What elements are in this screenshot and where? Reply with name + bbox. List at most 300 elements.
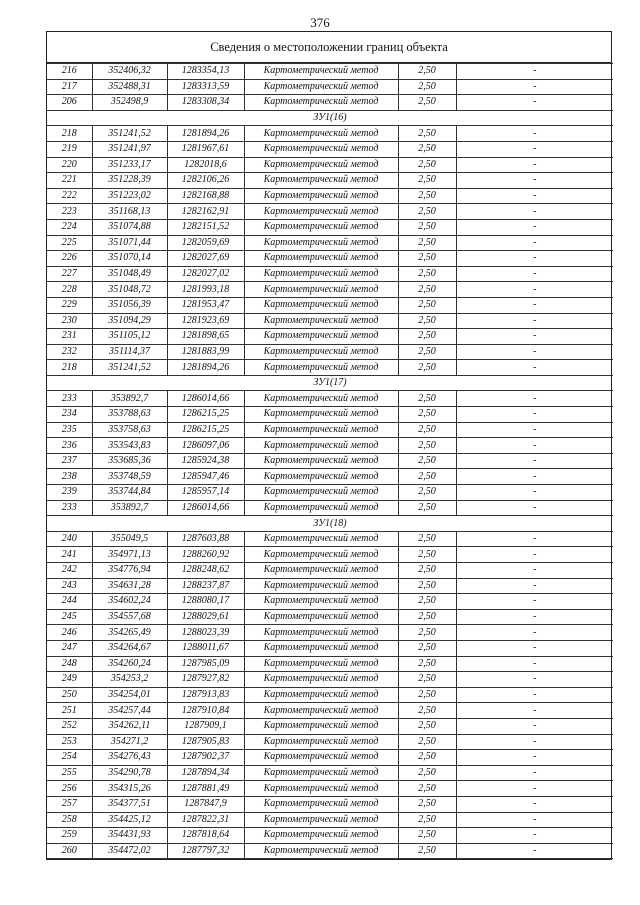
table-row bbox=[47, 812, 613, 828]
point-number-cell: 218 bbox=[47, 360, 92, 376]
y-coordinate-cell: 1281894,26 bbox=[167, 126, 244, 142]
point-number-cell: 247 bbox=[47, 640, 92, 656]
table-row bbox=[47, 734, 613, 750]
table-row bbox=[47, 64, 613, 80]
x-coordinate-cell: 354290,78 bbox=[92, 765, 167, 781]
x-coordinate-cell: 351056,39 bbox=[92, 297, 167, 313]
point-number-cell: 251 bbox=[47, 703, 92, 719]
y-coordinate-cell: 1286097,06 bbox=[167, 438, 244, 454]
page-number: 376 bbox=[310, 15, 330, 30]
table-row bbox=[47, 578, 613, 594]
coordinates-table-body bbox=[47, 64, 613, 859]
table-row bbox=[47, 703, 613, 719]
x-coordinate-cell: 354262,11 bbox=[92, 718, 167, 734]
point-number-cell: 225 bbox=[47, 235, 92, 251]
accuracy-cell: 2,50 bbox=[398, 391, 456, 407]
accuracy-cell: 2,50 bbox=[398, 578, 456, 594]
note-cell: - bbox=[456, 141, 613, 157]
table-row bbox=[47, 235, 613, 251]
point-number-cell: 226 bbox=[47, 251, 92, 267]
x-coordinate-cell: 354631,28 bbox=[92, 578, 167, 594]
y-coordinate-cell: 1288011,67 bbox=[167, 640, 244, 656]
table-row bbox=[47, 796, 613, 812]
method-cell: Картометрический метод bbox=[244, 126, 398, 142]
table-row bbox=[47, 547, 613, 563]
x-coordinate-cell: 351241,52 bbox=[92, 126, 167, 142]
note-cell: - bbox=[456, 251, 613, 267]
accuracy-cell: 2,50 bbox=[398, 594, 456, 610]
y-coordinate-cell: 1288248,62 bbox=[167, 563, 244, 579]
y-coordinate-cell: 1283313,59 bbox=[167, 79, 244, 95]
method-cell: Картометрический метод bbox=[244, 812, 398, 828]
method-cell: Картометрический метод bbox=[244, 672, 398, 688]
y-coordinate-cell: 1287797,32 bbox=[167, 843, 244, 859]
accuracy-cell: 2,50 bbox=[398, 500, 456, 516]
point-number-cell: 252 bbox=[47, 718, 92, 734]
table-row bbox=[47, 344, 613, 360]
table-row bbox=[47, 531, 613, 547]
note-cell: - bbox=[456, 563, 613, 579]
method-cell: Картометрический метод bbox=[244, 750, 398, 766]
point-number-cell: 253 bbox=[47, 734, 92, 750]
note-cell: - bbox=[456, 703, 613, 719]
y-coordinate-cell: 1288260,92 bbox=[167, 547, 244, 563]
section-row bbox=[47, 110, 613, 126]
note-cell: - bbox=[456, 765, 613, 781]
note-cell: - bbox=[456, 734, 613, 750]
table-row bbox=[47, 313, 613, 329]
section-row bbox=[47, 516, 613, 532]
method-cell: Картометрический метод bbox=[244, 360, 398, 376]
accuracy-cell: 2,50 bbox=[398, 718, 456, 734]
accuracy-cell: 2,50 bbox=[398, 329, 456, 345]
table-row bbox=[47, 329, 613, 345]
accuracy-cell: 2,50 bbox=[398, 656, 456, 672]
x-coordinate-cell: 353758,63 bbox=[92, 422, 167, 438]
note-cell: - bbox=[456, 95, 613, 111]
table-row bbox=[47, 157, 613, 173]
y-coordinate-cell: 1287847,9 bbox=[167, 796, 244, 812]
point-number-cell: 254 bbox=[47, 750, 92, 766]
table-row bbox=[47, 391, 613, 407]
table-row bbox=[47, 781, 613, 797]
accuracy-cell: 2,50 bbox=[398, 407, 456, 423]
accuracy-cell: 2,50 bbox=[398, 812, 456, 828]
table-row bbox=[47, 687, 613, 703]
table-row bbox=[47, 438, 613, 454]
section-label: ЗУ1(18) bbox=[47, 516, 613, 532]
note-cell: - bbox=[456, 687, 613, 703]
table-row bbox=[47, 251, 613, 267]
y-coordinate-cell: 1281967,61 bbox=[167, 141, 244, 157]
table-row bbox=[47, 453, 613, 469]
method-cell: Картометрический метод bbox=[244, 95, 398, 111]
y-coordinate-cell: 1287818,64 bbox=[167, 828, 244, 844]
y-coordinate-cell: 1286014,66 bbox=[167, 500, 244, 516]
y-coordinate-cell: 1286014,66 bbox=[167, 391, 244, 407]
point-number-cell: 241 bbox=[47, 547, 92, 563]
note-cell: - bbox=[456, 360, 613, 376]
y-coordinate-cell: 1288023,39 bbox=[167, 625, 244, 641]
section-label: ЗУ1(16) bbox=[47, 110, 613, 126]
accuracy-cell: 2,50 bbox=[398, 219, 456, 235]
y-coordinate-cell: 1287822,31 bbox=[167, 812, 244, 828]
method-cell: Картометрический метод bbox=[244, 469, 398, 485]
y-coordinate-cell: 1287894,34 bbox=[167, 765, 244, 781]
accuracy-cell: 2,50 bbox=[398, 282, 456, 298]
note-cell: - bbox=[456, 500, 613, 516]
accuracy-cell: 2,50 bbox=[398, 360, 456, 376]
table-row bbox=[47, 173, 613, 189]
section-row bbox=[47, 375, 613, 391]
method-cell: Картометрический метод bbox=[244, 578, 398, 594]
x-coordinate-cell: 353748,59 bbox=[92, 469, 167, 485]
x-coordinate-cell: 355049,5 bbox=[92, 531, 167, 547]
accuracy-cell: 2,50 bbox=[398, 266, 456, 282]
x-coordinate-cell: 354264,67 bbox=[92, 640, 167, 656]
table-row bbox=[47, 828, 613, 844]
note-cell: - bbox=[456, 843, 613, 859]
accuracy-cell: 2,50 bbox=[398, 235, 456, 251]
point-number-cell: 220 bbox=[47, 157, 92, 173]
note-cell: - bbox=[456, 672, 613, 688]
method-cell: Картометрический метод bbox=[244, 79, 398, 95]
accuracy-cell: 2,50 bbox=[398, 547, 456, 563]
accuracy-cell: 2,50 bbox=[398, 609, 456, 625]
table-row bbox=[47, 297, 613, 313]
accuracy-cell: 2,50 bbox=[398, 141, 456, 157]
accuracy-cell: 2,50 bbox=[398, 453, 456, 469]
y-coordinate-cell: 1282059,69 bbox=[167, 235, 244, 251]
x-coordinate-cell: 354557,68 bbox=[92, 609, 167, 625]
x-coordinate-cell: 354254,01 bbox=[92, 687, 167, 703]
x-coordinate-cell: 354971,13 bbox=[92, 547, 167, 563]
note-cell: - bbox=[456, 812, 613, 828]
note-cell: - bbox=[456, 594, 613, 610]
note-cell: - bbox=[456, 453, 613, 469]
method-cell: Картометрический метод bbox=[244, 235, 398, 251]
x-coordinate-cell: 354425,12 bbox=[92, 812, 167, 828]
x-coordinate-cell: 352488,31 bbox=[92, 79, 167, 95]
table-row bbox=[47, 672, 613, 688]
table-row bbox=[47, 640, 613, 656]
method-cell: Картометрический метод bbox=[244, 329, 398, 345]
x-coordinate-cell: 352498,9 bbox=[92, 95, 167, 111]
x-coordinate-cell: 351048,49 bbox=[92, 266, 167, 282]
table-row bbox=[47, 407, 613, 423]
accuracy-cell: 2,50 bbox=[398, 734, 456, 750]
table-row bbox=[47, 469, 613, 485]
x-coordinate-cell: 351074,88 bbox=[92, 219, 167, 235]
table-row bbox=[47, 204, 613, 220]
point-number-cell: 258 bbox=[47, 812, 92, 828]
y-coordinate-cell: 1285957,14 bbox=[167, 485, 244, 501]
table-row bbox=[47, 843, 613, 859]
table-row bbox=[47, 79, 613, 95]
y-coordinate-cell: 1286215,25 bbox=[167, 407, 244, 423]
y-coordinate-cell: 1283308,34 bbox=[167, 95, 244, 111]
y-coordinate-cell: 1282151,52 bbox=[167, 219, 244, 235]
method-cell: Картометрический метод bbox=[244, 251, 398, 267]
x-coordinate-cell: 351070,14 bbox=[92, 251, 167, 267]
point-number-cell: 236 bbox=[47, 438, 92, 454]
note-cell: - bbox=[456, 656, 613, 672]
method-cell: Картометрический метод bbox=[244, 781, 398, 797]
note-cell: - bbox=[456, 407, 613, 423]
note-cell: - bbox=[456, 750, 613, 766]
y-coordinate-cell: 1282027,02 bbox=[167, 266, 244, 282]
table-row bbox=[47, 95, 613, 111]
note-cell: - bbox=[456, 64, 613, 80]
point-number-cell: 245 bbox=[47, 609, 92, 625]
y-coordinate-cell: 1285924,38 bbox=[167, 453, 244, 469]
note-cell: - bbox=[456, 531, 613, 547]
method-cell: Картометрический метод bbox=[244, 219, 398, 235]
y-coordinate-cell: 1282162,91 bbox=[167, 204, 244, 220]
table-row bbox=[47, 500, 613, 516]
table-row bbox=[47, 188, 613, 204]
table-row bbox=[47, 563, 613, 579]
y-coordinate-cell: 1287910,84 bbox=[167, 703, 244, 719]
y-coordinate-cell: 1282018,6 bbox=[167, 157, 244, 173]
method-cell: Картометрический метод bbox=[244, 344, 398, 360]
point-number-cell: 216 bbox=[47, 64, 92, 80]
accuracy-cell: 2,50 bbox=[398, 188, 456, 204]
accuracy-cell: 2,50 bbox=[398, 79, 456, 95]
method-cell: Картометрический метод bbox=[244, 313, 398, 329]
note-cell: - bbox=[456, 344, 613, 360]
y-coordinate-cell: 1286215,25 bbox=[167, 422, 244, 438]
method-cell: Картометрический метод bbox=[244, 594, 398, 610]
y-coordinate-cell: 1287985,09 bbox=[167, 656, 244, 672]
accuracy-cell: 2,50 bbox=[398, 687, 456, 703]
y-coordinate-cell: 1288080,17 bbox=[167, 594, 244, 610]
method-cell: Картометрический метод bbox=[244, 141, 398, 157]
method-cell: Картометрический метод bbox=[244, 64, 398, 80]
note-cell: - bbox=[456, 204, 613, 220]
x-coordinate-cell: 351223,02 bbox=[92, 188, 167, 204]
point-number-cell: 230 bbox=[47, 313, 92, 329]
y-coordinate-cell: 1282106,26 bbox=[167, 173, 244, 189]
method-cell: Картометрический метод bbox=[244, 625, 398, 641]
x-coordinate-cell: 351241,52 bbox=[92, 360, 167, 376]
accuracy-cell: 2,50 bbox=[398, 485, 456, 501]
y-coordinate-cell: 1285947,46 bbox=[167, 469, 244, 485]
method-cell: Картометрический метод bbox=[244, 703, 398, 719]
x-coordinate-cell: 354265,49 bbox=[92, 625, 167, 641]
method-cell: Картометрический метод bbox=[244, 687, 398, 703]
method-cell: Картометрический метод bbox=[244, 500, 398, 516]
point-number-cell: 221 bbox=[47, 173, 92, 189]
y-coordinate-cell: 1287927,82 bbox=[167, 672, 244, 688]
method-cell: Картометрический метод bbox=[244, 609, 398, 625]
accuracy-cell: 2,50 bbox=[398, 126, 456, 142]
note-cell: - bbox=[456, 422, 613, 438]
x-coordinate-cell: 354431,93 bbox=[92, 828, 167, 844]
accuracy-cell: 2,50 bbox=[398, 173, 456, 189]
method-cell: Картометрический метод bbox=[244, 796, 398, 812]
note-cell: - bbox=[456, 718, 613, 734]
table-row bbox=[47, 718, 613, 734]
note-cell: - bbox=[456, 609, 613, 625]
point-number-cell: 222 bbox=[47, 188, 92, 204]
point-number-cell: 217 bbox=[47, 79, 92, 95]
accuracy-cell: 2,50 bbox=[398, 765, 456, 781]
y-coordinate-cell: 1287603,88 bbox=[167, 531, 244, 547]
method-cell: Картометрический метод bbox=[244, 734, 398, 750]
x-coordinate-cell: 352406,32 bbox=[92, 64, 167, 80]
method-cell: Картометрический метод bbox=[244, 297, 398, 313]
table-row bbox=[47, 282, 613, 298]
method-cell: Картометрический метод bbox=[244, 188, 398, 204]
x-coordinate-cell: 351105,12 bbox=[92, 329, 167, 345]
x-coordinate-cell: 351241,97 bbox=[92, 141, 167, 157]
accuracy-cell: 2,50 bbox=[398, 625, 456, 641]
table-row bbox=[47, 126, 613, 142]
note-cell: - bbox=[456, 313, 613, 329]
x-coordinate-cell: 353788,63 bbox=[92, 407, 167, 423]
point-number-cell: 248 bbox=[47, 656, 92, 672]
accuracy-cell: 2,50 bbox=[398, 313, 456, 329]
x-coordinate-cell: 353892,7 bbox=[92, 500, 167, 516]
accuracy-cell: 2,50 bbox=[398, 438, 456, 454]
point-number-cell: 246 bbox=[47, 625, 92, 641]
y-coordinate-cell: 1288029,61 bbox=[167, 609, 244, 625]
table-row bbox=[47, 219, 613, 235]
y-coordinate-cell: 1287905,83 bbox=[167, 734, 244, 750]
accuracy-cell: 2,50 bbox=[398, 781, 456, 797]
method-cell: Картометрический метод bbox=[244, 391, 398, 407]
x-coordinate-cell: 354776,94 bbox=[92, 563, 167, 579]
method-cell: Картометрический метод bbox=[244, 407, 398, 423]
method-cell: Картометрический метод bbox=[244, 843, 398, 859]
point-number-cell: 240 bbox=[47, 531, 92, 547]
point-number-cell: 239 bbox=[47, 485, 92, 501]
method-cell: Картометрический метод bbox=[244, 453, 398, 469]
point-number-cell: 233 bbox=[47, 500, 92, 516]
method-cell: Картометрический метод bbox=[244, 718, 398, 734]
y-coordinate-cell: 1288237,87 bbox=[167, 578, 244, 594]
method-cell: Картометрический метод bbox=[244, 656, 398, 672]
note-cell: - bbox=[456, 157, 613, 173]
y-coordinate-cell: 1281923,69 bbox=[167, 313, 244, 329]
x-coordinate-cell: 351071,44 bbox=[92, 235, 167, 251]
point-number-cell: 243 bbox=[47, 578, 92, 594]
note-cell: - bbox=[456, 282, 613, 298]
point-number-cell: 218 bbox=[47, 126, 92, 142]
point-number-cell: 223 bbox=[47, 204, 92, 220]
table-row bbox=[47, 656, 613, 672]
point-number-cell: 224 bbox=[47, 219, 92, 235]
accuracy-cell: 2,50 bbox=[398, 422, 456, 438]
y-coordinate-cell: 1281993,18 bbox=[167, 282, 244, 298]
point-number-cell: 229 bbox=[47, 297, 92, 313]
point-number-cell: 242 bbox=[47, 563, 92, 579]
note-cell: - bbox=[456, 438, 613, 454]
method-cell: Картометрический метод bbox=[244, 282, 398, 298]
point-number-cell: 232 bbox=[47, 344, 92, 360]
method-cell: Картометрический метод bbox=[244, 438, 398, 454]
x-coordinate-cell: 354276,43 bbox=[92, 750, 167, 766]
table-row bbox=[47, 266, 613, 282]
x-coordinate-cell: 351228,39 bbox=[92, 173, 167, 189]
accuracy-cell: 2,50 bbox=[398, 204, 456, 220]
coordinates-table bbox=[47, 63, 613, 859]
note-cell: - bbox=[456, 469, 613, 485]
point-number-cell: 238 bbox=[47, 469, 92, 485]
method-cell: Картометрический метод bbox=[244, 640, 398, 656]
method-cell: Картометрический метод bbox=[244, 157, 398, 173]
x-coordinate-cell: 353543,83 bbox=[92, 438, 167, 454]
note-cell: - bbox=[456, 578, 613, 594]
x-coordinate-cell: 351094,29 bbox=[92, 313, 167, 329]
method-cell: Картометрический метод bbox=[244, 531, 398, 547]
table-row bbox=[47, 750, 613, 766]
method-cell: Картометрический метод bbox=[244, 765, 398, 781]
accuracy-cell: 2,50 bbox=[398, 796, 456, 812]
note-cell: - bbox=[456, 173, 613, 189]
y-coordinate-cell: 1287881,49 bbox=[167, 781, 244, 797]
accuracy-cell: 2,50 bbox=[398, 469, 456, 485]
method-cell: Картометрический метод bbox=[244, 173, 398, 189]
point-number-cell: 244 bbox=[47, 594, 92, 610]
note-cell: - bbox=[456, 391, 613, 407]
x-coordinate-cell: 354315,26 bbox=[92, 781, 167, 797]
point-number-cell: 249 bbox=[47, 672, 92, 688]
point-number-cell: 250 bbox=[47, 687, 92, 703]
point-number-cell: 255 bbox=[47, 765, 92, 781]
table-row bbox=[47, 485, 613, 501]
point-number-cell: 206 bbox=[47, 95, 92, 111]
note-cell: - bbox=[456, 188, 613, 204]
accuracy-cell: 2,50 bbox=[398, 157, 456, 173]
note-cell: - bbox=[456, 235, 613, 251]
y-coordinate-cell: 1281953,47 bbox=[167, 297, 244, 313]
accuracy-cell: 2,50 bbox=[398, 640, 456, 656]
x-coordinate-cell: 351233,17 bbox=[92, 157, 167, 173]
point-number-cell: 257 bbox=[47, 796, 92, 812]
x-coordinate-cell: 354472,02 bbox=[92, 843, 167, 859]
table-row bbox=[47, 422, 613, 438]
accuracy-cell: 2,50 bbox=[398, 750, 456, 766]
note-cell: - bbox=[456, 485, 613, 501]
x-coordinate-cell: 353892,7 bbox=[92, 391, 167, 407]
table-row bbox=[47, 594, 613, 610]
point-number-cell: 237 bbox=[47, 453, 92, 469]
accuracy-cell: 2,50 bbox=[398, 344, 456, 360]
y-coordinate-cell: 1282027,69 bbox=[167, 251, 244, 267]
x-coordinate-cell: 354602,24 bbox=[92, 594, 167, 610]
method-cell: Картометрический метод bbox=[244, 563, 398, 579]
table-row bbox=[47, 609, 613, 625]
x-coordinate-cell: 354260,24 bbox=[92, 656, 167, 672]
note-cell: - bbox=[456, 781, 613, 797]
section-label: ЗУ1(17) bbox=[47, 375, 613, 391]
table-row bbox=[47, 625, 613, 641]
note-cell: - bbox=[456, 625, 613, 641]
x-coordinate-cell: 351048,72 bbox=[92, 282, 167, 298]
note-cell: - bbox=[456, 297, 613, 313]
y-coordinate-cell: 1281894,26 bbox=[167, 360, 244, 376]
note-cell: - bbox=[456, 219, 613, 235]
accuracy-cell: 2,50 bbox=[398, 251, 456, 267]
table-row bbox=[47, 360, 613, 376]
point-number-cell: 219 bbox=[47, 141, 92, 157]
note-cell: - bbox=[456, 796, 613, 812]
method-cell: Картометрический метод bbox=[244, 547, 398, 563]
note-cell: - bbox=[456, 828, 613, 844]
method-cell: Картометрический метод bbox=[244, 204, 398, 220]
